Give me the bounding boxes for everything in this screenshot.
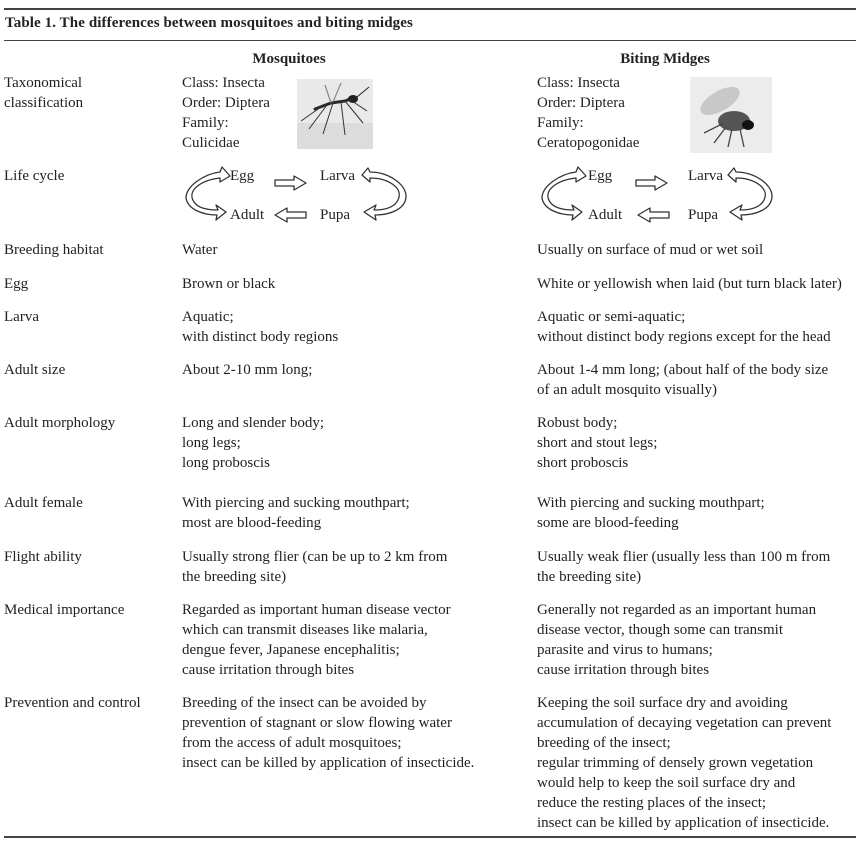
midge-cell xyxy=(537,307,855,347)
lifecycle-arrows-midges xyxy=(538,164,778,234)
midge-cell-line: With piercing and sucking mouthpart; xyxy=(537,495,765,511)
midge-cell-line: breeding of the insect; xyxy=(537,735,671,751)
mosquito-cell-line: Regarded as important human disease vector xyxy=(182,602,451,618)
row-label xyxy=(4,166,174,186)
midge-cell-line: regular trimming of densely grown vegetation xyxy=(537,755,814,771)
row-label xyxy=(4,547,174,567)
mosquito-cell-line: Water xyxy=(182,242,218,258)
lifecycle-adult-label: Adult xyxy=(588,207,623,223)
mosquito-cell-line: Order: Diptera xyxy=(182,95,270,111)
midge-cell-line: Family: xyxy=(537,115,584,131)
mosquito-cell-line: Culicidae xyxy=(182,135,240,151)
mosquito-cell-line: prevention of stagnant or slow flowing water xyxy=(182,715,452,731)
mosquito-cell-line: Aquatic; xyxy=(182,309,234,325)
row-label-line: Life cycle xyxy=(4,168,65,184)
column-header-midges: Biting Midges xyxy=(620,51,710,67)
midge-cell xyxy=(537,360,855,400)
mosquito-cell xyxy=(182,493,522,533)
midge-cell-line: disease vector, though some can transmit xyxy=(537,622,783,638)
row-label-line: Adult female xyxy=(4,495,83,511)
row-label-line: Breeding habitat xyxy=(4,242,104,258)
row-label-line: classification xyxy=(4,95,84,111)
row-label xyxy=(4,274,174,294)
row-label xyxy=(4,493,174,513)
row-label-line: Prevention and control xyxy=(4,695,141,711)
row-label xyxy=(4,693,174,713)
mosquito-cell-line: from the access of adult mosquitoes; xyxy=(182,735,402,751)
mosquito-cell-line: dengue fever, Japanese encephalitis; xyxy=(182,642,400,658)
mosquito-cell-line: With piercing and sucking mouthpart; xyxy=(182,495,410,511)
midge-cell-line: short and stout legs; xyxy=(537,435,658,451)
midge-cell-line: reduce the resting places of the insect; xyxy=(537,795,767,811)
midge-cell-line: Aquatic or semi-aquatic; xyxy=(537,309,686,325)
midge-cell xyxy=(537,240,855,260)
midge-cell-line: parasite and virus to humans; xyxy=(537,642,713,658)
mosquito-cell xyxy=(182,360,522,380)
mosquito-cell-line: cause irritation through bites xyxy=(182,662,355,678)
lifecycle-arrows-mosquitoes xyxy=(182,164,412,234)
mosquito-photo xyxy=(297,79,373,149)
midge-cell-line: insect can be killed by application of insecticide. xyxy=(537,815,830,831)
mosquito-cell-line: most are blood-feeding xyxy=(182,515,322,531)
mosquito-cell-line: Breeding of the insect can be avoided by xyxy=(182,695,427,711)
midge-cell xyxy=(537,413,855,473)
row-label xyxy=(4,600,174,620)
lifecycle-larva-label: Larva xyxy=(688,168,723,184)
lifecycle-pupa-label: Pupa xyxy=(688,207,718,223)
midge-cell-line: would help to keep the soil surface dry and xyxy=(537,775,796,791)
midge-cell-line: Usually on surface of mud or wet soil xyxy=(537,242,764,258)
mosquito-cell-line: About 2-10 mm long; xyxy=(182,362,313,378)
mosquito-cell-line: Long and slender body; xyxy=(182,415,325,431)
midge-cell-line: accumulation of decaying vegetation can prevent xyxy=(537,715,832,731)
midge-cell xyxy=(537,600,855,680)
mosquito-cell-line: Class: Insecta xyxy=(182,75,265,91)
mosquito-cell-line: the breeding site) xyxy=(182,569,287,585)
mosquito-cell-line: insect can be killed by application of insecticide. xyxy=(182,755,475,771)
midge-cell-line: About 1-4 mm long; (about half of the body size xyxy=(537,362,829,378)
mosquito-cell-line: which can transmit diseases like malaria, xyxy=(182,622,428,638)
mosquito-cell xyxy=(182,547,522,587)
midge-cell-line: the breeding site) xyxy=(537,569,642,585)
midge-cell-line: Generally not regarded as an important human xyxy=(537,602,817,618)
lifecycle-pupa-label: Pupa xyxy=(320,207,350,223)
table-title: Table 1. The differences between mosquitoes and biting midges xyxy=(5,15,413,31)
midge-cell-line: Ceratopogonidae xyxy=(537,135,640,151)
row-label xyxy=(4,413,174,433)
midge-cell-line: short proboscis xyxy=(537,455,629,471)
row-label-line: Adult morphology xyxy=(4,415,116,431)
midge-cell-line: some are blood-feeding xyxy=(537,515,679,531)
row-label-line: Egg xyxy=(4,276,29,292)
lifecycle-adult-label: Adult xyxy=(230,207,265,223)
midge-cell-line: White or yellowish when laid (but turn black later) xyxy=(537,276,842,292)
midge-cell xyxy=(537,493,855,533)
row-label-line: Medical importance xyxy=(4,602,125,618)
row-label xyxy=(4,73,174,113)
midge-cell-line: Robust body; xyxy=(537,415,618,431)
biting-midge-photo xyxy=(690,77,772,153)
row-label-line: Adult size xyxy=(4,362,66,378)
row-label-line: Larva xyxy=(4,309,39,325)
mosquito-cell-line: with distinct body regions xyxy=(182,329,339,345)
midge-cell-line: cause irritation through bites xyxy=(537,662,710,678)
midge-cell xyxy=(537,547,855,587)
midge-cell-line: Keeping the soil surface dry and avoiding xyxy=(537,695,788,711)
lifecycle-egg-label: Egg xyxy=(230,168,255,184)
mosquito-cell-line: Usually strong flier (can be up to 2 km from xyxy=(182,549,448,565)
midge-cell xyxy=(537,693,855,833)
mosquito-cell xyxy=(182,274,522,294)
midge-cell-line: without distinct body regions except for the head xyxy=(537,329,831,345)
mosquito-cell xyxy=(182,240,522,260)
mosquito-cell xyxy=(182,413,522,473)
row-label-line: Taxonomical xyxy=(4,75,83,91)
row-label xyxy=(4,360,174,380)
mosquito-cell xyxy=(182,600,522,680)
row-label xyxy=(4,240,174,260)
title-rule xyxy=(4,40,856,41)
midge-cell-line: Usually weak flier (usually less than 100 m from xyxy=(537,549,831,565)
column-header-mosquitoes: Mosquitoes xyxy=(252,51,326,67)
mosquito-cell-line: Brown or black xyxy=(182,276,276,292)
bottom-rule xyxy=(4,836,856,838)
lifecycle-larva-label: Larva xyxy=(320,168,355,184)
midge-cell-line: Class: Insecta xyxy=(537,75,620,91)
mosquito-cell xyxy=(182,307,522,347)
top-rule xyxy=(4,8,856,10)
mosquito-cell-line: long proboscis xyxy=(182,455,270,471)
midge-cell xyxy=(537,274,855,294)
mosquito-cell-line: long legs; xyxy=(182,435,241,451)
midge-cell-line: Order: Diptera xyxy=(537,95,625,111)
mosquito-cell xyxy=(182,693,522,773)
row-label-line: Flight ability xyxy=(4,549,82,565)
lifecycle-egg-label: Egg xyxy=(588,168,613,184)
mosquito-cell-line: Family: xyxy=(182,115,229,131)
row-label xyxy=(4,307,174,327)
midge-cell-line: of an adult mosquito visually) xyxy=(537,382,717,398)
